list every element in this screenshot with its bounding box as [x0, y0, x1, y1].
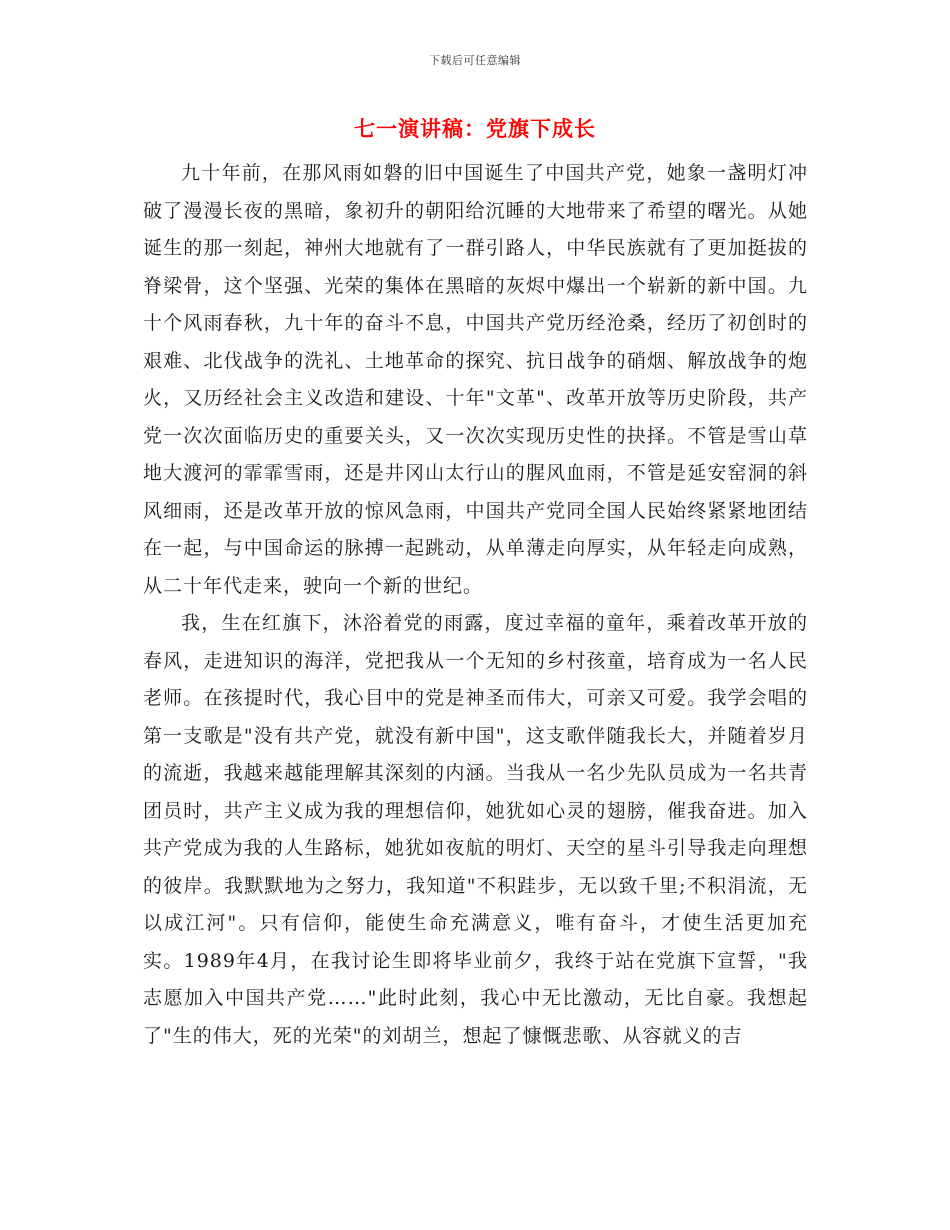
page-header-caption: 下载后可任意编辑 [429, 54, 521, 67]
paragraph-2: 我，生在红旗下，沐浴着党的雨露，度过幸福的童年，乘着改革开放的春风，走进知识的海洋，党把我从一个无知的乡村孩童，培育成为一名人民老师。在孩提时代，我心目中的党是神圣而伟大，可亲又可爱。我学会唱的第一支歌是"没有共产党，就没有新中国"，这支歌伴随我长大，并随着岁月的流逝，我越来越能理解其深刻的内涵。当我从一名少先队员成为一名共青团员时，共产主义成为我的理想信仰，她犹如心灵的翅膀，催我奋进。加入共产党成为我的人生路标，她犹如夜航的明灯、天空的星斗引导我走向理想的彼岸。我默默地为之努力，我知道"不积跬步，无以致千里;不积涓流，无以成江河"。只有信仰，能使生命充满意义，唯有奋斗，才使生活更加充实。1989年4月，在我讨论生即将毕业前夕，我终于站在党旗下宣誓，"我志愿加入中国共产党……"此时此刻，我心中无比激动，无比自豪。我想起了"生的伟大，死的光荣"的刘胡兰，想起了慷慨悲歌、从容就义的吉 [143, 612, 808, 1047]
document-title: 七一演讲稿：党旗下成长 [354, 117, 596, 141]
document-body [143, 155, 808, 1055]
paragraph-1: 九十年前，在那风雨如磐的旧中国诞生了中国共产党，她象一盏明灯冲破了漫漫长夜的黑暗，象初升的朝阳给沉睡的大地带来了希望的曙光。从她诞生的那一刻起，神州大地就有了一群引路人，中华民族就有了更加挺拔的脊梁骨，这个坚强、光荣的集体在黑暗的灰烬中爆出一个崭新的新中国。九十个风雨春秋，九十年的奋斗不息，中国共产党历经沧桑，经历了初创时的艰难、北伐战争的洗礼、土地革命的探究、抗日战争的硝烟、解放战争的炮火，又历经社会主义改造和建设、十年"文革"、改革开放等历史阶段，共产党一次次面临历史的重要关头，又一次次实现历史性的抉择。不管是雪山草地大渡河的霏霏雪雨，还是井冈山太行山的腥风血雨，不管是延安窑洞的斜风细雨，还是改革开放的惊风急雨，中国共产党同全国人民始终紧紧地团结在一起，与中国命运的脉搏一起跳动，从单薄走向厚实，从年轻走向成熟，从二十年代走来，驶向一个新的世纪。 [143, 162, 808, 597]
